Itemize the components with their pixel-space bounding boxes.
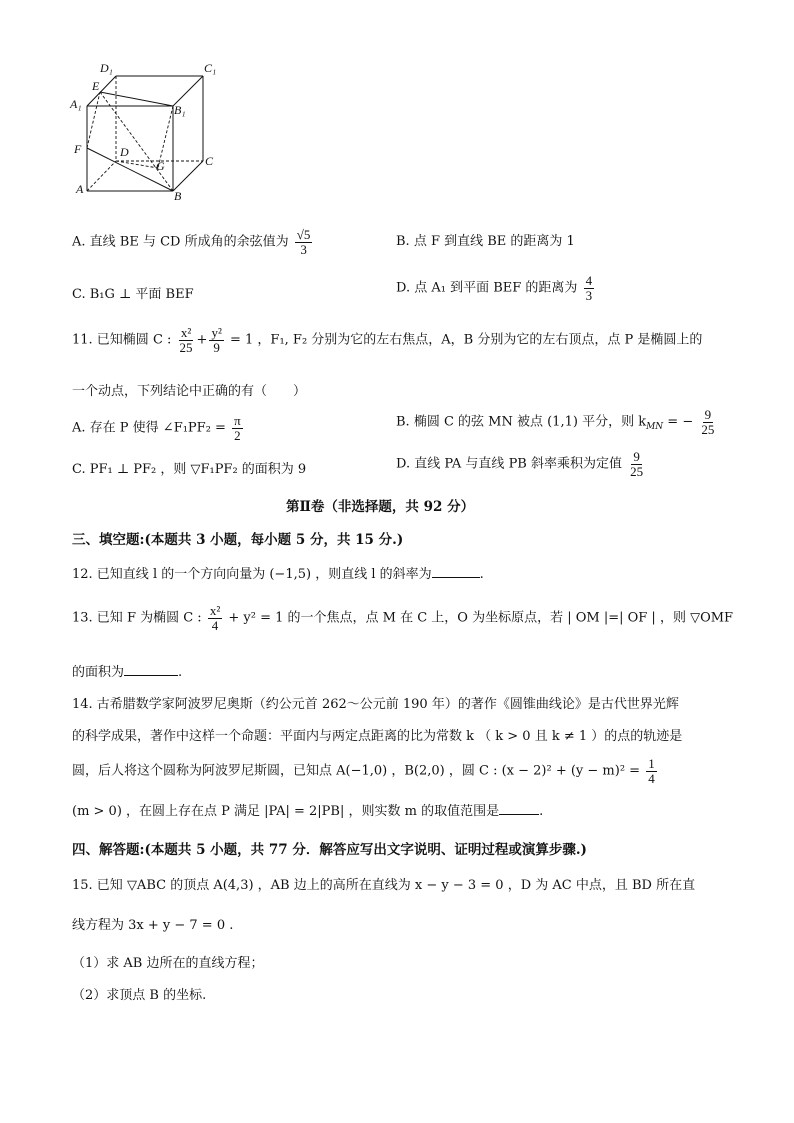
label-F: F [74,142,82,156]
q11-stem-line2: 一个动点，下列结论中正确的有（ ） [72,384,307,399]
answer-blank [124,663,178,676]
q10-option-c: C. B₁G ⊥ 平面 BEF [72,287,194,302]
fraction: $\frac{√5}{3}$ [296,227,311,257]
q11-option-c: C. PF₁ ⊥ PF₂ ，则 ▽F₁PF₂ 的面积为 9 [72,462,307,477]
q15-part2: （2）求顶点 B 的坐标. [72,988,207,1003]
label-D: D [120,145,129,159]
q10-option-a: A. 直线 BE 与 CD 所成角的余弦值为 $\frac{√5}{3}$ [72,227,311,257]
label-D1: D₁ [100,61,113,75]
q13: 13. 已知 F 为椭圆 C : $\frac{\text{x²}}{4}$ + y² = 1 的一个焦点，点 M 在 C 上，O 为坐标原点，若 | OM |=| OF | ，则 ▽OMF [72,603,734,633]
answer-blank [432,565,480,578]
q10-option-b: B. 点 F 到直线 BE 的距离为 1 [396,234,575,249]
cube-figure [60,58,230,208]
label-B1: B₁ [174,103,186,117]
q15-line2: 线方程为 3x + y − 7 = 0 . [72,918,234,933]
answer-blank [499,802,539,815]
label-E: E [92,79,100,93]
part2-title: 第Ⅱ卷（非选择题，共 92 分） [286,499,475,515]
label-A1: A₁ [70,97,82,111]
q11-option-b: B. 椭圆 C 的弦 MN 被点 (1,1) 平分，则 $k_{MN}$ = − $\frac{9}{25}$ [396,407,715,437]
label-A: A [76,182,84,196]
q11-option-a: A. 存在 P 使得 ∠F₁PF₂ = $\frac{\pi}{2}$ [72,413,241,443]
q14-line2: 的科学成果，著作中这样一个命题：平面内与两定点距离的比为常数 k （ k > 0 且 k ≠ 1 ）的点的轨迹是 [72,729,683,744]
q15-part1: （1）求 AB 边所在的直线方程； [72,956,264,971]
fraction: $\frac{4}{3}$ [585,273,593,303]
label-C: C [205,154,214,168]
q11-stem: 11. 已知椭圆 C : $\frac{\text{x²}}{25}$ + $\frac{\text{y²}}{9}$ = 1 ，F₁, F₂ 分别为它的左右焦点，A，B 分别为它的左右顶点，点 P 是椭圆上的 [72,325,703,355]
q10-option-d: D. 点 A₁ 到平面 BEF 的距离为 $\frac{4}{3}$ [396,273,593,303]
section3-heading: 三、填空题:(本题共 3 小题，每小题 5 分，共 15 分.) [72,532,404,548]
label-G: G [156,159,165,173]
q13-line2: 的面积为 . [72,665,183,680]
q14-line1: 14. 古希腊数学家阿波罗尼奥斯（约公元首 262～公元前 190 年）的著作《圆锥曲线论》是古代世界光辉 [72,697,679,712]
label-C1: C₁ [204,61,217,75]
q15-line1: 15. 已知 ▽ABC 的顶点 A(4,3) ，AB 边上的高所在直线为 x − y − 3 = 0 ，D 为 AC 中点，且 BD 所在直 [72,878,696,893]
q14-line3: 圆，后人将这个圆称为阿波罗尼斯圆，已知点 A(−1,0) ，B(2,0) ，圆 C : (x − 2)² + (y − m)² = $\frac{1}{4}$ [72,756,655,786]
q11-option-d: D. 直线 PA 与直线 PB 斜率乘积为定值 $\frac{9}{25}$ [396,449,644,479]
section4-heading: 四、解答题:(本题共 5 小题，共 77 分．解答应写出文字说明、证明过程或演算步骤.) [72,842,587,858]
label-B: B [174,189,182,203]
q12: 12. 已知直线 l 的一个方向向量为 (−1,5) ，则直线 l 的斜率为 . [72,567,484,582]
q14-line4: (m > 0) ，在圆上存在点 P 满足 |PA| = 2|PB| ，则实数 m 的取值范围是 . [72,804,544,819]
